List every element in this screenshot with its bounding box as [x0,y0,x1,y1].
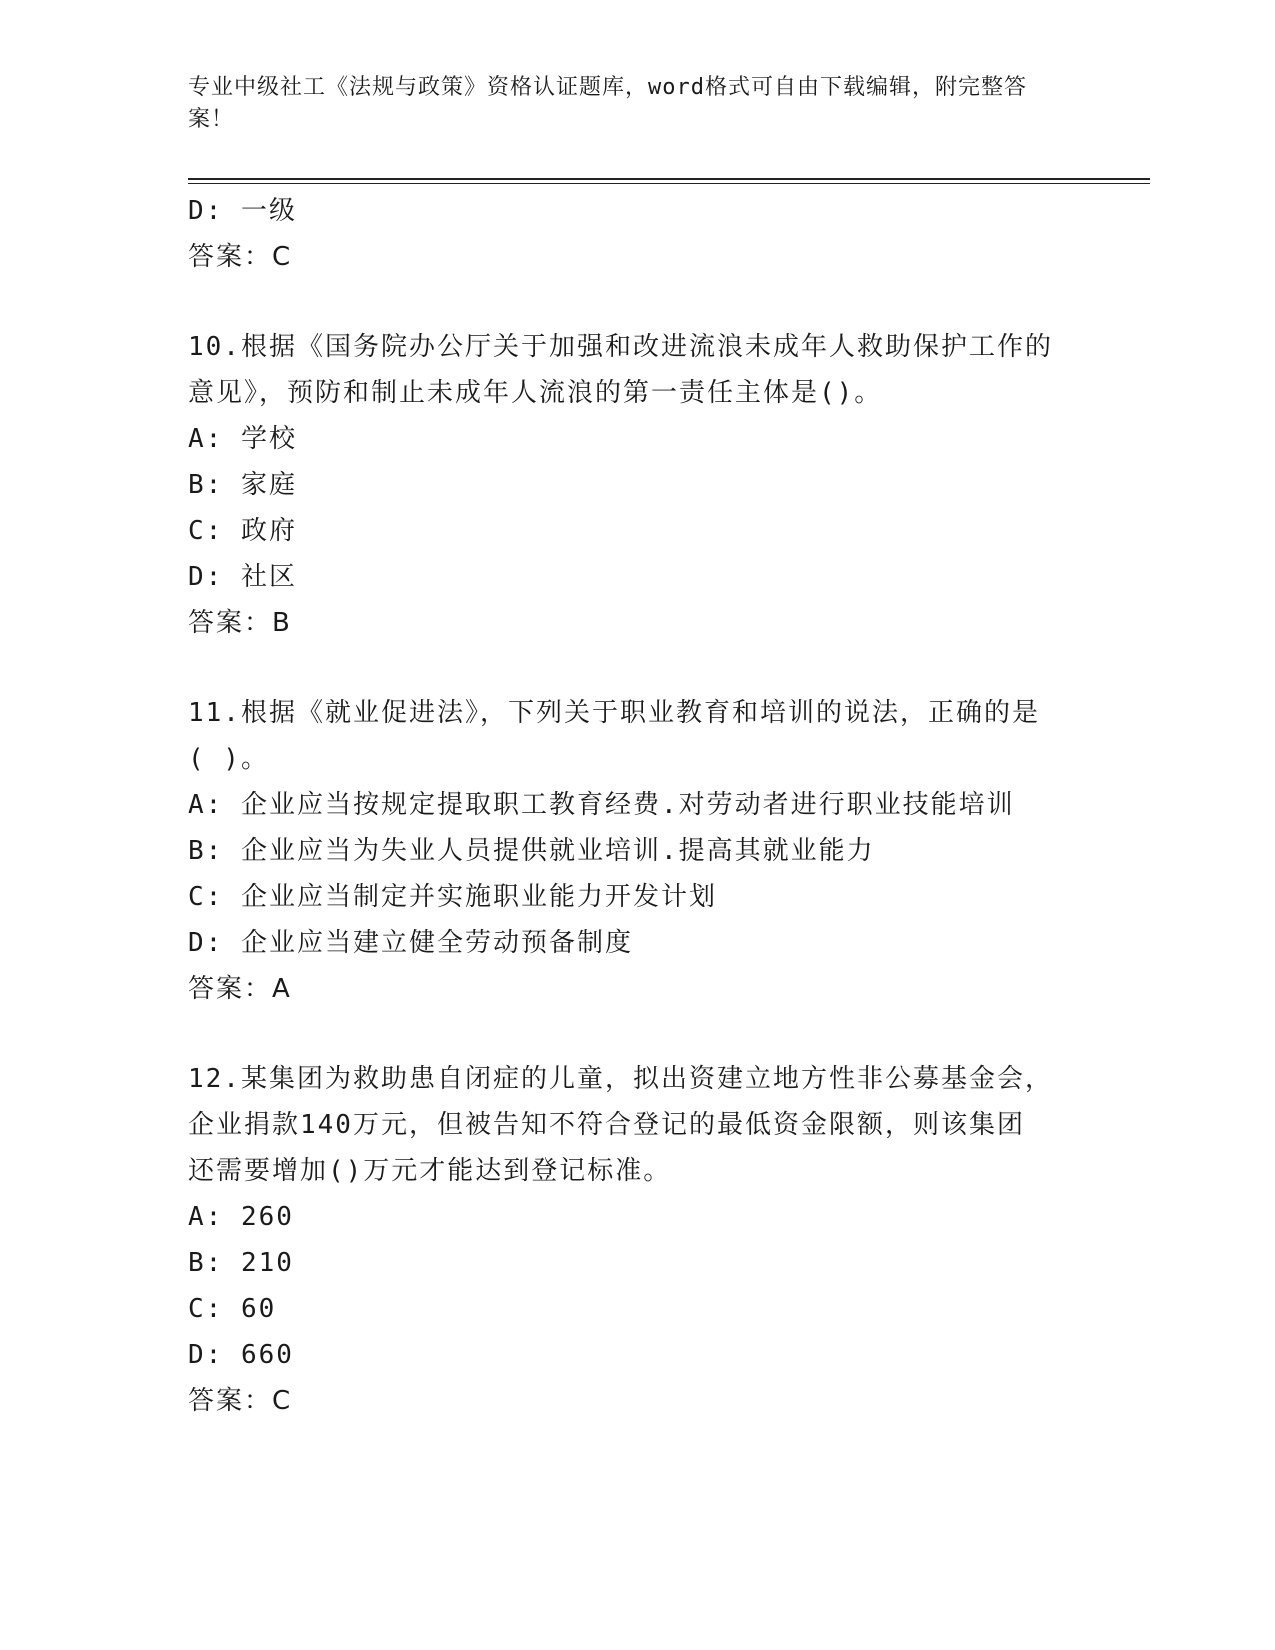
question-text-line: 还需要增加()万元才能达到登记标准。 [188,1156,672,1186]
question-list [188,188,1068,1424]
question-text-line: 12.某集团为救助患自闭症的儿童，拟出资建立地方性非公募基金会， [188,1064,1053,1094]
answer-line: 答案：C [188,1386,293,1416]
question-text-line: 意见》，预防和制止未成年人流浪的第一责任主体是()。 [188,378,883,408]
question-text-line: 企业捐款140万元，但被告知不符合登记的最低资金限额，则该集团 [188,1110,1025,1140]
question-10 [188,324,1068,646]
option-b: B: 家庭 [188,470,297,500]
option-a: A: 260 [188,1202,294,1232]
option-c: C: 企业应当制定并实施职业能力开发计划 [188,882,717,912]
previous-question-tail [188,188,1068,280]
answer-line: 答案：A [188,974,292,1004]
header-divider-thick [188,178,1150,180]
question-text-line: 11.根据《就业促进法》，下列关于职业教育和培训的说法，正确的是 [188,698,1040,728]
question-text-line: ( )。 [188,744,269,774]
option-d: D: 社区 [188,562,297,592]
header-text: 专业中级社工《法规与政策》资格认证题库，word格式可自由下载编辑，附完整答案！ [188,75,1027,132]
option-d: D: 一级 [188,196,297,226]
question-text-line: 10.根据《国务院办公厅关于加强和改进流浪未成年人救助保护工作的 [188,332,1053,362]
option-d: D: 660 [188,1340,294,1370]
option-d: D: 企业应当建立健全劳动预备制度 [188,928,633,958]
answer-line: 答案：C [188,242,293,272]
question-12 [188,1056,1068,1424]
option-c: C: 政府 [188,516,297,546]
option-c: C: 60 [188,1294,277,1324]
answer-line: 答案：B [188,608,292,638]
question-11 [188,690,1068,1012]
option-a: A: 学校 [188,424,297,454]
document-header [188,72,1068,136]
option-b: B: 企业应当为失业人员提供就业培训.提高其就业能力 [188,836,875,866]
header-divider-thin [188,183,1150,184]
option-b: B: 210 [188,1248,294,1278]
option-a: A: 企业应当按规定提取职工教育经费.对劳动者进行职业技能培训 [188,790,1015,820]
